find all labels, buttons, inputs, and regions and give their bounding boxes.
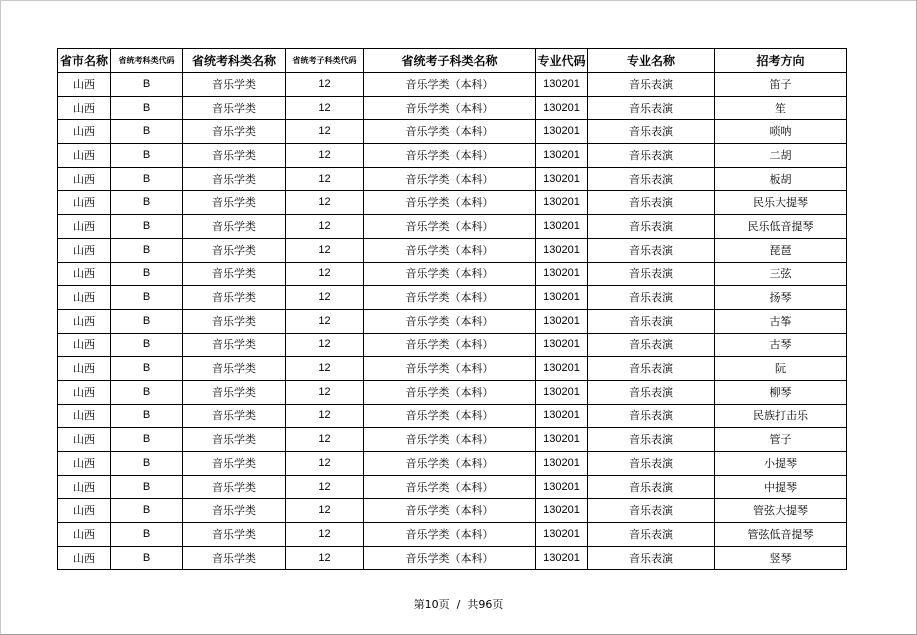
- table-row: [58, 73, 847, 97]
- cell-major-name: 音乐表演: [588, 73, 715, 97]
- cell-category-name: 音乐学类: [183, 73, 286, 97]
- cell-subcategory-code: 12: [286, 96, 364, 120]
- cell-category-name: 音乐学类: [183, 144, 286, 168]
- cell-province: 山西: [58, 144, 111, 168]
- cell-major-code: 130201: [536, 380, 588, 404]
- cell-category-name: 音乐学类: [183, 309, 286, 333]
- cell-direction: 唢呐: [715, 120, 847, 144]
- cell-major-name: 音乐表演: [588, 546, 715, 570]
- cell-category-code: B: [111, 144, 183, 168]
- cell-major-name: 音乐表演: [588, 523, 715, 547]
- cell-province: 山西: [58, 286, 111, 310]
- cell-category-name: 音乐学类: [183, 357, 286, 381]
- table-row: [58, 523, 847, 547]
- header-category-code: 省统考科类代码: [111, 49, 183, 73]
- cell-category-name: 音乐学类: [183, 215, 286, 239]
- page-number: 第10页: [413, 598, 450, 611]
- cell-direction: 柳琴: [715, 380, 847, 404]
- cell-major-name: 音乐表演: [588, 120, 715, 144]
- cell-province: 山西: [58, 452, 111, 476]
- cell-category-code: B: [111, 215, 183, 239]
- cell-direction: 民族打击乐: [715, 404, 847, 428]
- cell-category-code: B: [111, 428, 183, 452]
- header-major-code: 专业代码: [536, 49, 588, 73]
- cell-category-name: 音乐学类: [183, 452, 286, 476]
- cell-subcategory-code: 12: [286, 475, 364, 499]
- cell-subcategory-code: 12: [286, 523, 364, 547]
- cell-major-code: 130201: [536, 452, 588, 476]
- cell-category-code: B: [111, 475, 183, 499]
- cell-category-name: 音乐学类: [183, 286, 286, 310]
- cell-category-name: 音乐学类: [183, 428, 286, 452]
- table-row: [58, 144, 847, 168]
- cell-subcategory-code: 12: [286, 380, 364, 404]
- cell-subcategory-name: 音乐学类（本科）: [364, 286, 536, 310]
- cell-category-code: B: [111, 120, 183, 144]
- cell-direction: 古筝: [715, 309, 847, 333]
- cell-province: 山西: [58, 380, 111, 404]
- cell-category-name: 音乐学类: [183, 475, 286, 499]
- cell-province: 山西: [58, 309, 111, 333]
- cell-province: 山西: [58, 523, 111, 547]
- cell-category-name: 音乐学类: [183, 262, 286, 286]
- header-category-name: 省统考科类名称: [183, 49, 286, 73]
- cell-subcategory-name: 音乐学类（本科）: [364, 73, 536, 97]
- cell-province: 山西: [58, 404, 111, 428]
- cell-direction: 管弦低音提琴: [715, 523, 847, 547]
- table-row: [58, 499, 847, 523]
- cell-category-code: B: [111, 357, 183, 381]
- header-major-name: 专业名称: [588, 49, 715, 73]
- cell-major-code: 130201: [536, 309, 588, 333]
- cell-category-name: 音乐学类: [183, 499, 286, 523]
- cell-province: 山西: [58, 120, 111, 144]
- cell-category-code: B: [111, 380, 183, 404]
- cell-major-name: 音乐表演: [588, 238, 715, 262]
- cell-category-name: 音乐学类: [183, 523, 286, 547]
- table-row: [58, 262, 847, 286]
- cell-subcategory-code: 12: [286, 191, 364, 215]
- cell-subcategory-name: 音乐学类（本科）: [364, 238, 536, 262]
- table-row: [58, 286, 847, 310]
- cell-category-name: 音乐学类: [183, 96, 286, 120]
- page-total: 共96页: [467, 598, 504, 611]
- cell-subcategory-name: 音乐学类（本科）: [364, 120, 536, 144]
- table-row: [58, 428, 847, 452]
- cell-subcategory-name: 音乐学类（本科）: [364, 191, 536, 215]
- cell-subcategory-name: 音乐学类（本科）: [364, 215, 536, 239]
- table-row: [58, 452, 847, 476]
- cell-subcategory-code: 12: [286, 286, 364, 310]
- cell-major-name: 音乐表演: [588, 191, 715, 215]
- cell-major-code: 130201: [536, 120, 588, 144]
- cell-major-code: 130201: [536, 167, 588, 191]
- cell-category-code: B: [111, 499, 183, 523]
- table-row: [58, 404, 847, 428]
- cell-major-name: 音乐表演: [588, 428, 715, 452]
- cell-subcategory-code: 12: [286, 404, 364, 428]
- cell-subcategory-name: 音乐学类（本科）: [364, 144, 536, 168]
- cell-subcategory-code: 12: [286, 546, 364, 570]
- cell-direction: 小提琴: [715, 452, 847, 476]
- cell-major-name: 音乐表演: [588, 333, 715, 357]
- table-row: [58, 238, 847, 262]
- cell-province: 山西: [58, 357, 111, 381]
- table-body: [58, 73, 847, 570]
- cell-major-code: 130201: [536, 262, 588, 286]
- cell-province: 山西: [58, 499, 111, 523]
- cell-subcategory-name: 音乐学类（本科）: [364, 499, 536, 523]
- cell-major-name: 音乐表演: [588, 96, 715, 120]
- header-row: [58, 49, 847, 73]
- cell-category-code: B: [111, 309, 183, 333]
- cell-subcategory-code: 12: [286, 167, 364, 191]
- cell-major-code: 130201: [536, 96, 588, 120]
- cell-direction: 中提琴: [715, 475, 847, 499]
- cell-direction: 管子: [715, 428, 847, 452]
- cell-subcategory-name: 音乐学类（本科）: [364, 546, 536, 570]
- cell-major-code: 130201: [536, 73, 588, 97]
- cell-major-name: 音乐表演: [588, 309, 715, 333]
- cell-province: 山西: [58, 73, 111, 97]
- cell-major-code: 130201: [536, 357, 588, 381]
- cell-subcategory-name: 音乐学类（本科）: [364, 404, 536, 428]
- cell-subcategory-name: 音乐学类（本科）: [364, 309, 536, 333]
- cell-category-name: 音乐学类: [183, 546, 286, 570]
- table-row: [58, 380, 847, 404]
- cell-subcategory-code: 12: [286, 73, 364, 97]
- cell-major-code: 130201: [536, 499, 588, 523]
- cell-province: 山西: [58, 238, 111, 262]
- cell-category-code: B: [111, 191, 183, 215]
- cell-subcategory-name: 音乐学类（本科）: [364, 96, 536, 120]
- cell-major-code: 130201: [536, 215, 588, 239]
- cell-subcategory-name: 音乐学类（本科）: [364, 523, 536, 547]
- cell-direction: 扬琴: [715, 286, 847, 310]
- cell-subcategory-code: 12: [286, 499, 364, 523]
- cell-major-code: 130201: [536, 333, 588, 357]
- cell-major-code: 130201: [536, 523, 588, 547]
- cell-major-name: 音乐表演: [588, 144, 715, 168]
- cell-direction: 古琴: [715, 333, 847, 357]
- table-row: [58, 475, 847, 499]
- cell-province: 山西: [58, 167, 111, 191]
- cell-category-code: B: [111, 96, 183, 120]
- table-row: [58, 357, 847, 381]
- cell-subcategory-code: 12: [286, 262, 364, 286]
- header-province: 省市名称: [58, 49, 111, 73]
- cell-major-code: 130201: [536, 428, 588, 452]
- cell-category-name: 音乐学类: [183, 120, 286, 144]
- table-row: [58, 191, 847, 215]
- table-row: [58, 215, 847, 239]
- cell-category-code: B: [111, 333, 183, 357]
- cell-subcategory-code: 12: [286, 238, 364, 262]
- cell-direction: 阮: [715, 357, 847, 381]
- cell-subcategory-code: 12: [286, 144, 364, 168]
- cell-major-code: 130201: [536, 475, 588, 499]
- cell-subcategory-code: 12: [286, 357, 364, 381]
- cell-direction: 民乐低音提琴: [715, 215, 847, 239]
- cell-major-code: 130201: [536, 404, 588, 428]
- page-footer: [0, 596, 917, 612]
- cell-province: 山西: [58, 262, 111, 286]
- cell-major-name: 音乐表演: [588, 475, 715, 499]
- cell-category-name: 音乐学类: [183, 333, 286, 357]
- cell-category-name: 音乐学类: [183, 238, 286, 262]
- cell-major-code: 130201: [536, 144, 588, 168]
- cell-category-code: B: [111, 404, 183, 428]
- table-row: [58, 96, 847, 120]
- cell-province: 山西: [58, 546, 111, 570]
- cell-category-name: 音乐学类: [183, 404, 286, 428]
- cell-major-code: 130201: [536, 546, 588, 570]
- cell-province: 山西: [58, 333, 111, 357]
- cell-subcategory-name: 音乐学类（本科）: [364, 167, 536, 191]
- cell-direction: 管弦大提琴: [715, 499, 847, 523]
- cell-category-code: B: [111, 167, 183, 191]
- cell-major-name: 音乐表演: [588, 286, 715, 310]
- cell-category-code: B: [111, 546, 183, 570]
- cell-subcategory-code: 12: [286, 452, 364, 476]
- cell-subcategory-code: 12: [286, 333, 364, 357]
- table-row: [58, 120, 847, 144]
- cell-direction: 竖琴: [715, 546, 847, 570]
- cell-direction: 三弦: [715, 262, 847, 286]
- cell-province: 山西: [58, 96, 111, 120]
- cell-province: 山西: [58, 428, 111, 452]
- cell-subcategory-name: 音乐学类（本科）: [364, 428, 536, 452]
- cell-subcategory-code: 12: [286, 215, 364, 239]
- page-separator: /: [456, 598, 461, 611]
- cell-major-name: 音乐表演: [588, 262, 715, 286]
- cell-category-code: B: [111, 262, 183, 286]
- cell-major-name: 音乐表演: [588, 452, 715, 476]
- header-direction: 招考方向: [715, 49, 847, 73]
- cell-subcategory-name: 音乐学类（本科）: [364, 452, 536, 476]
- cell-major-name: 音乐表演: [588, 404, 715, 428]
- cell-direction: 琵琶: [715, 238, 847, 262]
- cell-direction: 民乐大提琴: [715, 191, 847, 215]
- cell-direction: 板胡: [715, 167, 847, 191]
- cell-major-code: 130201: [536, 191, 588, 215]
- cell-province: 山西: [58, 191, 111, 215]
- cell-category-name: 音乐学类: [183, 167, 286, 191]
- cell-subcategory-code: 12: [286, 428, 364, 452]
- cell-subcategory-name: 音乐学类（本科）: [364, 262, 536, 286]
- cell-direction: 笛子: [715, 73, 847, 97]
- cell-subcategory-name: 音乐学类（本科）: [364, 380, 536, 404]
- table-row: [58, 167, 847, 191]
- table-row: [58, 333, 847, 357]
- cell-province: 山西: [58, 215, 111, 239]
- header-subcategory-code: 省统考子科类代码: [286, 49, 364, 73]
- cell-category-name: 音乐学类: [183, 380, 286, 404]
- cell-province: 山西: [58, 475, 111, 499]
- cell-major-code: 130201: [536, 238, 588, 262]
- data-table: [57, 48, 847, 570]
- cell-major-name: 音乐表演: [588, 357, 715, 381]
- table-row: [58, 309, 847, 333]
- cell-subcategory-name: 音乐学类（本科）: [364, 333, 536, 357]
- cell-category-code: B: [111, 523, 183, 547]
- cell-category-code: B: [111, 73, 183, 97]
- cell-subcategory-name: 音乐学类（本科）: [364, 475, 536, 499]
- cell-major-code: 130201: [536, 286, 588, 310]
- cell-subcategory-code: 12: [286, 309, 364, 333]
- cell-major-name: 音乐表演: [588, 215, 715, 239]
- cell-subcategory-name: 音乐学类（本科）: [364, 357, 536, 381]
- cell-major-name: 音乐表演: [588, 167, 715, 191]
- header-subcategory-name: 省统考子科类名称: [364, 49, 536, 73]
- cell-category-code: B: [111, 452, 183, 476]
- cell-direction: 二胡: [715, 144, 847, 168]
- cell-direction: 笙: [715, 96, 847, 120]
- cell-category-code: B: [111, 238, 183, 262]
- cell-major-name: 音乐表演: [588, 499, 715, 523]
- cell-category-code: B: [111, 286, 183, 310]
- cell-subcategory-code: 12: [286, 120, 364, 144]
- cell-major-name: 音乐表演: [588, 380, 715, 404]
- cell-category-name: 音乐学类: [183, 191, 286, 215]
- table-row: [58, 546, 847, 570]
